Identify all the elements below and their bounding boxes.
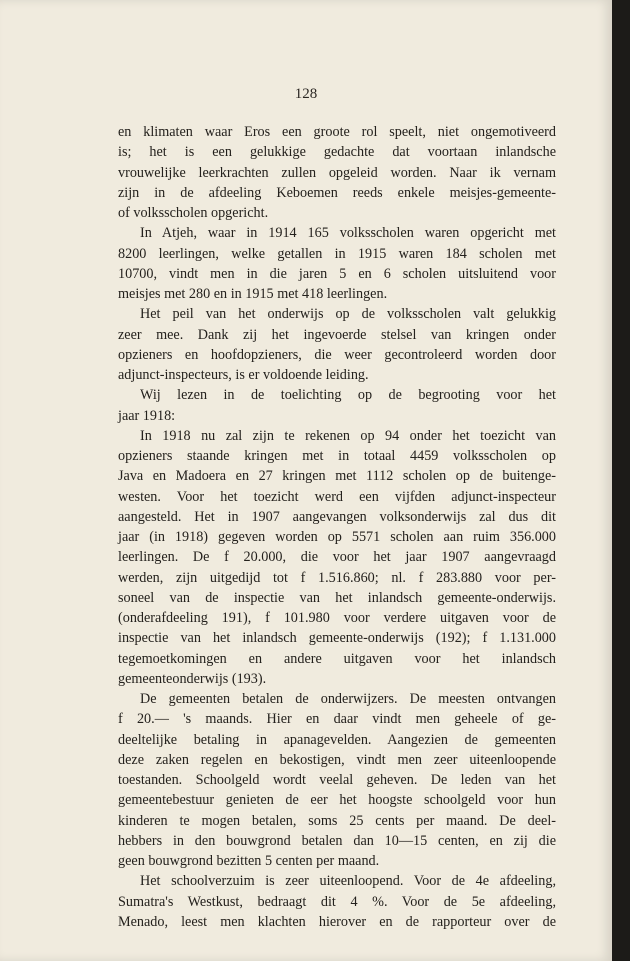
- text-line: Java en Madoera en 27 kringen met 1112 scholen op de buitenge-: [118, 468, 556, 485]
- text-line: Sumatra's Westkust, bedraagt dit 4 %. Voor de 5e afdeeling,: [118, 893, 556, 910]
- text-line: geen bouwgrond bezitten 5 centen per maand.: [118, 853, 380, 869]
- text-line: jaar (in 1918) gegeven worden op 5571 scholen aan ruim 356.000: [118, 529, 556, 545]
- text-line: en klimaten waar Eros een groote rol speelt, niet ongemotiveerd: [118, 124, 556, 140]
- text-line: toestanden. Schoolgeld wordt veelal geheven. De leden van het: [118, 772, 556, 788]
- text-line: gemeentebestuur genieten de eer het hoogste schoolgeld voor hun: [118, 792, 556, 809]
- text-line: meisjes met 280 en in 1915 met 418 leerlingen.: [118, 286, 388, 302]
- text-line: leerlingen. De f 20.000, die voor het jaar 1907 aangevraagd: [118, 549, 556, 566]
- text-line: deze zaken regelen en bekostigen, vindt men zeer uiteenloopende: [118, 751, 556, 768]
- body-text: [118, 122, 556, 932]
- text-line: jaar 1918:: [118, 407, 176, 424]
- text-line: Het schoolverzuim is zeer uiteenloopend. Voor de 4e afdeeling,: [140, 873, 556, 890]
- text-line: kinderen te mogen betalen, soms 25 cents per maand. De deel-: [118, 812, 556, 829]
- page-number: 128: [294, 86, 318, 102]
- text-line: adjunct-inspecteurs, is er voldoende leiding.: [118, 367, 369, 383]
- text-line: hebbers in den bouwgrond betalen dan 10—15 centen, en zij die: [118, 832, 556, 849]
- text-line: inspectie van het inlandsch gemeente-onderwijs (192); f 1.131.000: [118, 630, 556, 647]
- text-line: is; het is een gelukkige gedachte dat voortaan inlandsche: [118, 144, 556, 161]
- text-line: opzieners staande kringen met in totaal 4459 volksscholen op: [118, 448, 556, 464]
- text-line: In 1918 nu zal zijn te rekenen op 94 onder het toezicht van: [140, 427, 556, 444]
- text-line: aangesteld. Het in 1907 aangevangen volksonderwijs zal dus dit: [118, 508, 556, 525]
- text-line: tegemoetkomingen en andere uitgaven voor het inlandsch: [118, 650, 556, 667]
- text-line: werden, zijn uitgedijd tot f 1.516.860; nl. f 283.880 voor per-: [118, 569, 556, 586]
- text-line: De gemeenten betalen de onderwijzers. De meesten ontvangen: [140, 691, 556, 707]
- text-line: f 20.— 's maands. Hier en daar vindt men geheele of ge-: [118, 711, 556, 728]
- text-line: Menado, leest men klachten hierover en de rapporteur over de: [118, 913, 556, 930]
- text-line: 8200 leerlingen, welke getallen in 1915 waren 184 scholen met: [118, 245, 556, 262]
- text-line: gemeenteonderwijs (193).: [118, 670, 267, 687]
- text-line: zijn in de afdeeling Keboemen reeds enkele meisjes-gemeente-: [118, 184, 556, 201]
- text-line: deeltelijke betaling in apanagevelden. Aangezien de gemeenten: [118, 731, 556, 748]
- text-line: In Atjeh, waar in 1914 165 volksscholen waren opgericht met: [140, 225, 556, 242]
- text-line: vrouwelijke leerkrachten zullen opgeleid worden. Naar ik vernam: [118, 164, 556, 181]
- text-line: Wij lezen in de toelichting op de begrooting voor het: [140, 387, 556, 404]
- text-line: opzieners en hoofdopzieners, die weer gecontroleerd worden door: [118, 346, 556, 363]
- text-line: of volksscholen opgericht.: [118, 205, 269, 221]
- text-line: soneel van de inspectie van het inlandsch gemeente-onderwijs.: [118, 589, 556, 606]
- text-line: westen. Voor het toezicht werd een vijfden adjunct-inspecteur: [118, 488, 556, 505]
- text-line: 10700, vindt men in die jaren 5 en 6 scholen uitsluitend voor: [118, 265, 556, 282]
- text-line: Het peil van het onderwijs op de volksscholen valt gelukkig: [140, 306, 556, 323]
- text-line: (onderafdeeling 191), f 101.980 voor verdere uitgaven voor de: [118, 610, 556, 626]
- text-line: zeer mee. Dank zij het ingevoerde stelsel van kringen onder: [118, 326, 556, 343]
